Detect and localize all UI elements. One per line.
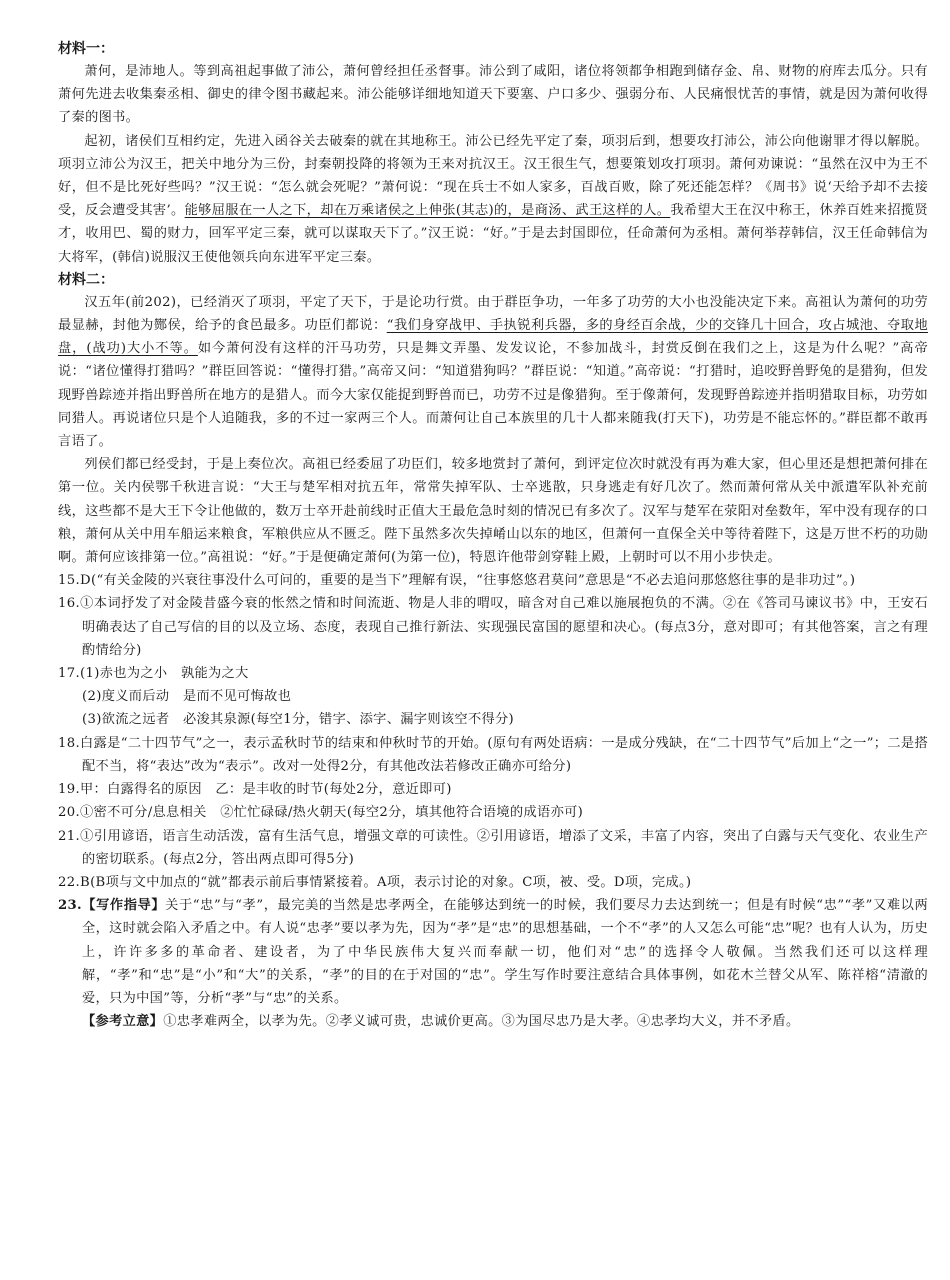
- answer-15: 15.D(“有关金陵的兴衰往事没什么可问的，重要的是当下”理解有误，“往事悠悠君莫问”意思是“不必去追问那悠悠往事的是非功过”。): [58, 573, 856, 589]
- reference-ideas-text: ①忠孝难两全，以孝为先。②孝义诚可贵，忠诚价更高。③为国尽忠乃是大孝。④忠孝均大义，并不矛盾。: [163, 1014, 800, 1030]
- material-2-p1-text-b: 如今萧何没有这样的汗马功劳，只是舞文弄墨、发发议论，不参加战斗，封赏反倒在我们之上，这是为什么呢？”高帝说：“诸位懂得打猎吗？”群臣回答说：“懂得打猎。”高帝又问：“知道猎狗吗？”群臣说：“知道。”高帝说：“打猎时，追咬野兽野兔的是猎狗，但发现野兽踪迹并指出野兽所在地方的是猎人。而今大家仅能捉到野兽而已，功劳不过是像猎狗。至于像萧何，发现野兽踪迹并指明猎取目标，功劳如同猎人。再说诸位只是个人追随我，多的不过一家两三个人。而萧何让自己本族里的几十人都来随我(打天下)，功劳是不能忘怀的。”群臣都不敢再言语了。: [58, 341, 929, 450]
- material-2-header: 材料二：: [58, 271, 114, 288]
- material-1-p2-text-b: 我希望大王在汉中称王，休养百姓来招揽贤才，收用巴、蜀的财力，回军平定三秦，就可以谋取天下了。”汉王说：“好。”于是去封国即位，任命萧何为丞相。萧何举荐韩信，汉王任命韩信为大将军，(韩信)说服汉王使他领兵向东进军平定三秦。: [58, 203, 928, 265]
- answer-21: 21.①引用谚语，语言生动活泼，富有生活气息，增强文章的可读性。②引用谚语，增添了文采，丰富了内容，突出了白露与天气变化、农业生产的密切联系。(每点2分，答出两点即可得5分): [58, 828, 928, 867]
- answer-23-text: 关于“忠”与“孝”，最完美的当然是忠孝两全，在能够达到统一的时候，我们要尽力去达到统一；但是有时候“忠”“孝”又难以两全，这时就会陷入矛盾之中。有人说“忠孝”要以孝为先，因为“孝”是“忠”的思想基础，一个不“孝”的人又怎么可能“忠”呢？也有人认为，历史上，许许多多的革命者、建设者，为了中华民族伟大复兴而奉献一切，他们对“忠”的选择令人敬佩。当然我们还可以这样理解，“孝”和“忠”是“小”和“大”的关系，“孝”的目的在于对国的“忠”。学生写作时要注意结合具体事例，如花木兰替父从军、陈祥榕“清澈的爱，只为中国”等，分析“孝”与“忠”的关系。: [82, 898, 928, 1006]
- answer-19: 19.甲：白露得名的原因 乙：是丰收的时节(每处2分，意近即可): [58, 782, 452, 798]
- answer-17-line-1: 17.(1)赤也为之小 孰能为之大: [58, 666, 249, 682]
- answer-23: [58, 894, 928, 1010]
- material-1-paragraph-1: 萧何，是沛地人。等到高祖起事做了沛公，萧何曾经担任丞督事。沛公到了咸阳，诸位将领都争相跑到储存金、帛、财物的府库去瓜分。只有萧何先进去收集秦丞相、御史的律令图书藏起来。沛公能够详细地知道天下要塞、户口多少、强弱分布、人民痛恨忧苦的事情，就是因为萧何收得了秦的图书。: [58, 64, 928, 126]
- material-1-p2-underlined: 能够屈服在一人之下，却在万乘诸侯之上伸张(其志)的，是商汤、武王这样的人。: [184, 203, 671, 219]
- answer-23-label: 23.【写作指导】: [58, 898, 166, 914]
- material-2-p1-text-a: 汉五年(前202)，已经消灭了项羽，平定了天下，于是论功行赏。由于群臣争功，一年多了功劳的大小也没能决定下来。高祖认为萧何的功劳最显赫，封他为酂侯，给予的食邑最多。功臣们都说：: [58, 294, 928, 334]
- reference-ideas-label: 【参考立意】: [82, 1014, 164, 1030]
- material-1-p2-text-a: 起初，诸侯们互相约定，先进入函谷关去破秦的就在其地称王。沛公已经先平定了秦，项羽后到，想要攻打沛公，沛公向他谢罪才得以解脱。项羽立沛公为汉王，把关中地分为三份，封秦朝投降的将领为王来对抗汉王。汉王很生气，想要策划攻打项羽。萧何劝谏说：“虽然在汉中为王不好，但不是比死好些吗？”汉王说：“怎么就会死呢？”萧何说：“现在兵士不如人家多，百战百败，除了死还能怎样？《周书》说‘天给予却不去接受，反会遭受其害’。: [58, 133, 928, 219]
- answer-17-line-2: (2)度义而后动 是而不见可悔故也: [82, 689, 292, 705]
- page-content: [58, 38, 928, 1033]
- material-2-paragraph-2: 列侯们都已经受封，于是上奏位次。高祖已经委屈了功臣们，较多地赏封了萧何，到评定位次时就没有再为难大家，但心里还是想把萧何排在第一位。关内侯鄂千秋进言说：“大王与楚军相对抗五年，常常失掉军队、士卒逃散，只身逃走有好几次了。然而萧何常从关中派遣军队补充前线，这些都不是大王下令让他做的，数万士卒开赴前线时正值大王最危急时刻的情况已有多次了。汉军与楚军在荥阳对垒数年，军中没有现存的口粮，萧何从关中用车船运来粮食，军粮供应从不匮乏。陛下虽然多次失掉崤山以东的地区，但萧何一直保全关中等待着陛下，这是万世不朽的功勋啊。萧何应该排第一位。”高祖说：“好。”于是便确定萧何(为第一位)，特恩许他带剑穿鞋上殿，上朝时可以不用小步快走。: [58, 457, 928, 566]
- material-1-paragraph-2: [58, 130, 928, 269]
- answer-18: 18.白露是“二十四节气”之一，表示孟秋时节的结束和仲秋时节的开始。(原句有两处语病：一是成分残缺，在“二十四节气”后加上“之一”；二是搭配不当，将“表达”改为“表示”。改对一处得2分，有其他改法若修改正确亦可给分): [58, 735, 928, 774]
- material-2-paragraph-1: [58, 291, 928, 453]
- answer-22: 22.B(B项与文中加点的“就”都表示前后事情紧接着。A项，表示讨论的对象。C项，被、受。D项，完成。): [58, 874, 692, 890]
- material-2-p1-underlined: “我们身穿战甲、手执锐利兵器，多的身经百余战，少的交锋几十回合，攻占城池、夺取地盘，(战功)大小不等。: [58, 318, 928, 357]
- material-1-header: 材料一：: [58, 41, 114, 57]
- answer-17-line-3: (3)欲流之远者 必浚其泉源(每空1分，错字、添字、漏字则该空不得分): [82, 712, 515, 728]
- answer-20: 20.①密不可分/息息相关 ②忙忙碌碌/热火朝天(每空2分，填其他符合语境的成语亦可): [58, 805, 584, 821]
- answer-16: 16.①本词抒发了对金陵昔盛今衰的怅然之情和时间流逝、物是人非的喟叹，暗含对自己难以施展抱负的不满。②在《答司马谏议书》中，王安石明确表达了自己写信的目的以及立场、态度，表现自己推行新法、实现强民富国的愿望和决心。(每点3分，意对即可；有其他答案，言之有理酌情给分): [58, 596, 928, 658]
- reference-ideas: [58, 1010, 928, 1033]
